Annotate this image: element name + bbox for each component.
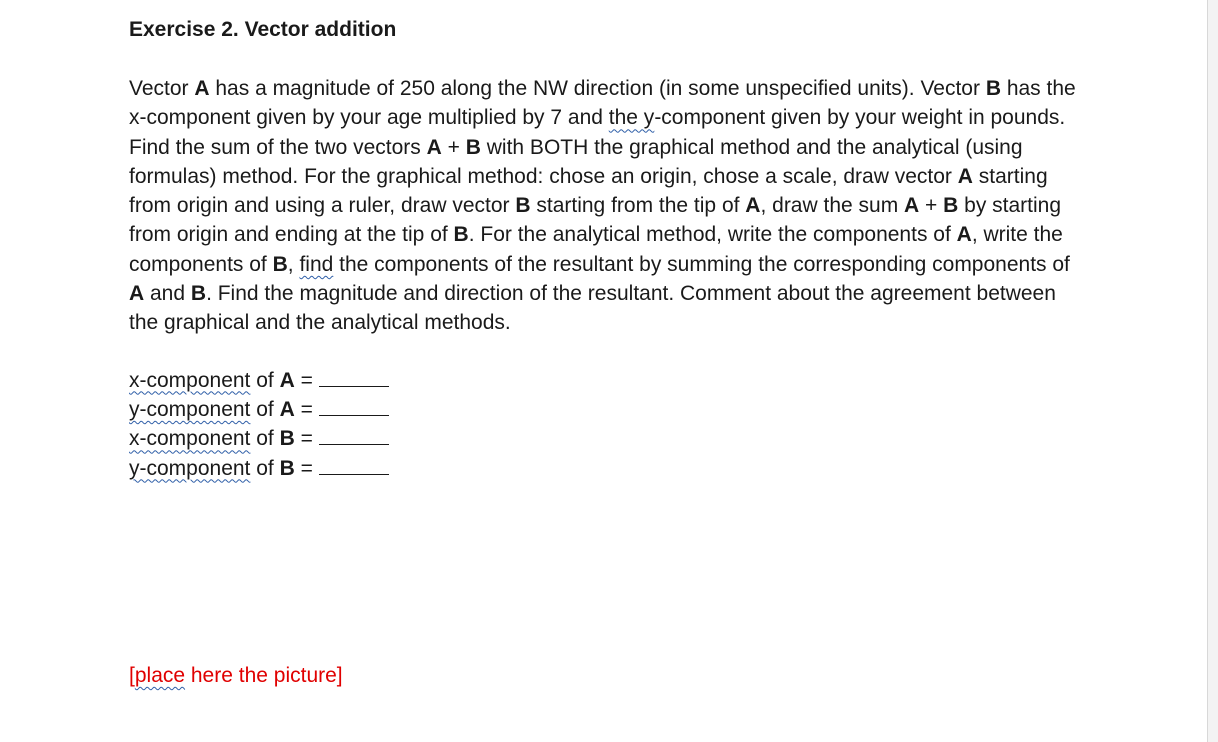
picture-placeholder[interactable] [129,661,343,690]
equals-sign: = [294,368,313,392]
bold-vector-symbol: A [956,223,972,247]
component-of: of [250,368,280,392]
text-run: , [287,252,300,276]
bold-vector-symbol: A [904,194,920,218]
placeholder-rest: here the picture] [185,664,343,687]
text-run: has the x-component given by your age multiplied by 7 and [129,77,1076,130]
component-of: of [250,427,280,451]
component-lines [129,366,1079,483]
text-run: Vector [129,77,195,100]
text-run: the components of the resultant by summing the corresponding components of [333,252,1070,276]
bold-vector-symbol: B [985,77,1001,100]
answer-blank[interactable] [319,426,389,445]
equals-sign: = [294,456,313,480]
text-run: has a magnitude of 250 along the NW direction (in some unspecified units). Vector [209,77,986,100]
text-run: , write the components of [129,223,1063,276]
text-run: starting from the tip of [530,194,746,218]
spellcheck-word: the y [608,106,655,130]
text-run: by starting from origin and ending at the tip of [129,194,1062,247]
answer-blank[interactable] [319,456,389,475]
bold-vector-symbol: B [465,135,481,159]
bold-vector-symbol: B [515,194,531,218]
exercise-paragraph [129,74,1079,338]
component-line [129,454,1079,483]
text-run: . For the analytical method, write the components of [468,223,957,247]
placeholder-word: place [134,664,186,687]
vector-symbol: A [279,368,295,392]
component-line [129,424,1079,453]
answer-blank[interactable] [319,368,389,387]
text-run: + [441,135,466,159]
vector-symbol: B [279,427,295,451]
equals-sign: = [294,427,313,451]
vertical-scrollbar[interactable] [1207,0,1218,742]
answer-blank[interactable] [319,397,389,416]
text-run: starting from origin and using a ruler, draw vector [129,164,1048,218]
bold-vector-symbol: B [453,223,469,247]
component-line [129,366,1079,395]
bold-vector-symbol: B [190,282,207,306]
text-run: , draw the sum [760,194,905,218]
spellcheck-word: find [299,252,334,276]
bold-vector-symbol: A [194,77,210,100]
placeholder-bracket: [ [129,664,135,687]
bold-vector-symbol: A [129,282,145,306]
component-label: x-component [129,427,251,451]
component-label: x-component [129,368,251,392]
component-label: y-component [129,397,251,421]
component-of: of [250,397,280,421]
component-of: of [250,456,280,480]
vector-symbol: A [279,397,295,421]
vector-symbol: B [279,456,295,480]
bold-vector-symbol: A [745,194,761,218]
text-run: -component given by your weight in pounds. Find the sum of the two vectors [129,106,1066,159]
component-line [129,395,1079,424]
bold-vector-symbol: A [426,135,442,159]
text-run: and [144,282,191,306]
exercise-title: Exercise 2. Vector addition [129,18,397,41]
document-content [129,14,1079,483]
bold-vector-symbol: B [272,252,288,276]
equals-sign: = [294,397,313,421]
text-run: . Find the magnitude and direction of the resultant. Comment about the agreement between the graphical and the analytical methods. [129,282,1056,335]
text-run: + [919,194,944,218]
bold-vector-symbol: B [943,194,959,218]
component-label: y-component [129,456,251,480]
bold-vector-symbol: A [957,164,973,188]
text-run: with BOTH the graphical method and the analytical (using formulas) method. For the graphical method: chose an origin, chose a scale, draw vector [129,135,1023,188]
